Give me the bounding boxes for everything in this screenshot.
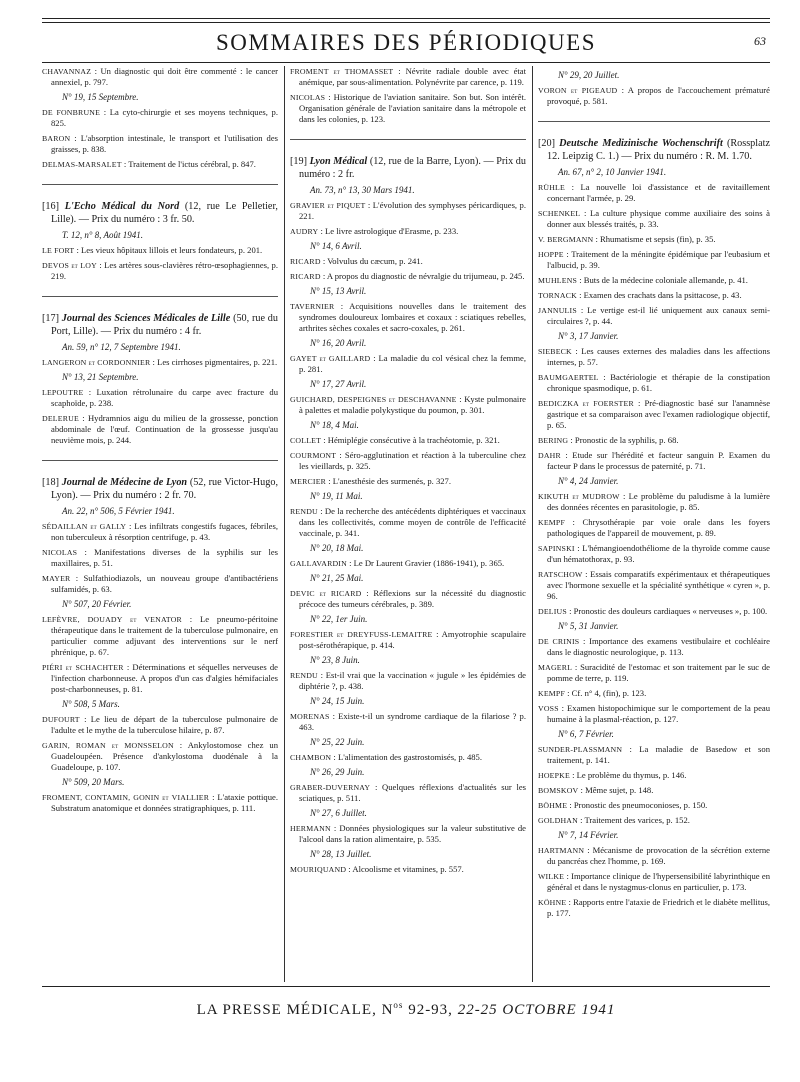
article-authors: BERING [538,436,569,445]
article-authors: BOMSKOV [538,786,579,795]
article-title: : Pré-diagnostic basé sur l'anamnèse gastrique et sa comparaison avec l'examen radiologique objectif, p. 65. [547,398,770,430]
issue-heading: An. 59, n° 12, 7 Septembre 1941. [62,342,181,352]
article-authors: HERMANN [290,824,331,833]
article-authors: FROMENT et THOMASSET [290,67,394,76]
issue-heading: An. 22, n° 506, 5 Février 1941. [62,506,175,516]
column-divider-2 [532,66,533,982]
footer-date: 22-25 OCTOBRE 1941 [457,1002,616,1018]
article-title: : Existe-t-il un syndrome cardiaque de la filariose ? p. 463. [299,711,526,732]
issue-heading: N° 20, 18 Mai. [310,543,364,553]
article-entry [290,782,526,804]
article-entry [538,249,770,271]
article-authors: DEVIC et RICARD [290,589,362,598]
issue-heading: T. 12, n° 8, Août 1941. [62,230,144,240]
article-title: : Rhumatisme et sepsis (fin), p. 35. [593,234,716,244]
article-entry [538,234,770,245]
article-title: : Mécanisme de provocation de la sécrétion externe du pancréas chez l'homme, p. 169. [547,845,770,866]
article-title: : Le Dr Laurent Gravier (1886-1941), p. 365. [346,558,505,568]
article-authors: VOSS [538,704,559,713]
column-1 [42,66,278,982]
article-title: : Traitement des varices, p. 152. [577,815,690,825]
article-entry [538,182,770,204]
article-authors: BEDICZKA et FOERSTER [538,399,634,408]
issue-heading: N° 3, 17 Janvier. [558,331,619,341]
article-authors: DEVOS et LOY [42,261,97,270]
issue-heading: N° 6, 7 Février. [558,729,614,739]
article-authors: RICARD [290,272,321,281]
article-entry [42,133,278,155]
article-title: : Le problème du thymus, p. 146. [569,770,687,780]
article-title: : Manifestations diverses de la syphilis sur les maxillaires, p. 51. [51,547,278,568]
article-title: : Hydramnios aigu du milieu de la grossesse, ponction abdominale de l'œuf. Continuation de la grossesse jusqu'au neuvième mois, p. 244. [51,413,278,445]
article-title: : L'absorption intestinale, le transport et l'utilisation des graisses, p. 838. [51,133,278,154]
article-entry [538,785,770,796]
article-title: : Les artères sous-clavières rétro-œsophagiennes, p. 219. [51,260,278,281]
article-title: : Essais comparatifs expérimentaux et thérapeutiques avec l'hormone sexuelle et la spécialité synthétique « cyren », p. 96. [547,569,770,601]
journal-name: L'Echo Médical du Nord [64,201,180,212]
issue-heading: N° 21, 25 Mai. [310,573,364,583]
article-authors: COLLET [290,436,322,445]
periodical-page [42,14,770,1054]
article-entry [290,506,526,539]
article-authors: SUNDER-PLASSMANN [538,745,623,754]
article-entry [290,752,526,763]
article-title: : Historique de l'aviation sanitaire. Son but. Son intérêt. Organisation générale de l'aviation sanitaire dans la métropole et dans les colonies, p. 123. [299,92,526,124]
article-title: : Même sujet, p. 148. [578,785,654,795]
footer-rule [42,986,770,987]
journal-heading [42,313,278,338]
journal-number: [18] [42,477,62,488]
journal-name: Journal de Médecine de Lyon [61,477,188,488]
article-entry [538,346,770,368]
issue-heading: An. 67, n° 2, 10 Janvier 1941. [558,167,667,177]
article-authors: DAHR [538,451,561,460]
article-entry [290,226,526,237]
article-title: : Les causes externes des maladies dans les affections internes, p. 57. [547,346,770,367]
issue-heading: N° 16, 20 Avril. [310,338,367,348]
page-header [42,28,770,62]
article-authors: AUDRY [290,227,319,236]
article-entry [42,357,278,368]
section-separator [290,139,526,140]
article-authors: MERCIER [290,477,327,486]
article-title: : Ankylostomose chez un Guadeloupéen. Présence d'ankylostoma duodénale à la Guadeloupe, p. 107. [51,740,278,772]
journal-address: (50, rue du Port, Lille). — Prix du numéro : 4 fr. [51,313,278,337]
article-authors: MAYER [42,574,71,583]
article-authors: MUHLENS [538,276,578,285]
article-entry [42,413,278,446]
article-title: : La culture physique comme auxiliaire des soins à donner aux blessés traités, p. 33. [547,208,770,229]
article-title: : Traitement de la méningite épidémique par l'eubasium et l'albucid, p. 39. [547,249,770,270]
article-entry [290,558,526,569]
article-entry [42,107,278,129]
issue-heading: An. 73, n° 13, 30 Mars 1941. [310,185,415,195]
issue-heading: N° 14, 6 Avril. [310,241,362,251]
journal-name: Journal des Sciences Médicales de Lille [61,313,231,324]
article-title: : La maladie du col vésical chez la femme, p. 281. [299,353,526,374]
column-divider-1 [284,66,285,982]
top-rule [42,18,770,19]
article-entry [290,588,526,610]
article-authors: RENDU [290,671,318,680]
article-authors: LANGERON et CORDONNIER [42,358,151,367]
issue-heading: N° 24, 15 Juin. [310,696,365,706]
article-title: : Les vieux hôpitaux lillois et leurs fondateurs, p. 201. [74,245,263,255]
article-authors: SIEBECK [538,347,572,356]
article-title: : Pronostic des pneumoconioses, p. 150. [567,800,708,810]
article-entry [290,394,526,416]
journal-name: Deutsche Medizinische Wochenschrift [559,138,723,149]
article-authors: GOLDHAN [538,816,578,825]
article-authors: RÜHLE [538,183,565,192]
article-entry [42,260,278,282]
article-authors: BAUMGAERTEL [538,373,599,382]
article-authors: HOEPKE [538,771,570,780]
article-entry [538,398,770,431]
article-title: : Traitement de l'ictus cérébral, p. 847. [121,159,256,169]
article-authors: GRABER-DUVERNAY [290,783,371,792]
article-entry [42,792,278,814]
article-authors: BARON [42,134,71,143]
article-authors: MORENAS [290,712,330,721]
article-title: : Le problème du paludisme à la lumière des données récentes en parasitologie, p. 85. [547,491,770,512]
article-entry [538,606,770,617]
article-entry [538,845,770,867]
article-entry [538,491,770,513]
article-title: : L'ataxie pottique. Substratum anatomique et données stratigraphiques, p. 111. [51,792,278,813]
article-title: : Acquisitions nouvelles dans le traitement des syndromes douloureux lombaires et coxaux : sciatiques rebelles, arthrites sèches coxales et sacro-coxales, p. 261. [299,301,526,333]
article-title: : Kyste pulmonaire à palettes et maladie polykystique du poumon, p. 301. [299,394,526,415]
article-authors: LEPOUTRE [42,388,84,397]
article-authors: GRAVIER et PIQUET [290,201,366,210]
article-entry [538,85,770,107]
article-authors: RATSCHOW [538,570,583,579]
article-title: : A propos du diagnostic de névralgie du trijumeau, p. 245. [320,271,525,281]
journal-name: Lyon Médical [309,156,368,167]
article-authors: GALLAVARDIN [290,559,347,568]
issue-heading: N° 5, 31 Janvier. [558,621,619,631]
article-title: : Les infiltrats congestifs fugaces, fébriles, non tuberculeux à résorption centrifuge, p. 43. [51,521,278,542]
article-entry [538,636,770,658]
article-entry [290,670,526,692]
section-separator [42,296,278,297]
article-authors: MAGERL [538,663,573,672]
article-title: : Pronostic de la syphilis, p. 68. [568,435,679,445]
journal-address: (Rossplatz 12. Leipzig C. 1.) — Prix du numéro : R. M. 1.70. [547,138,770,162]
article-authors: TORNACK [538,291,577,300]
article-title: : Alcoolisme et vitamines, p. 557. [346,864,464,874]
page-footer [42,1000,770,1019]
journal-address: (52, rue Victor-Hugo, Lyon). — Prix du numéro : 2 fr. 70. [51,477,278,501]
article-entry [538,517,770,539]
article-authors: PIÉRI et SCHACHTER [42,663,124,672]
article-title: : Données physiologiques sur la valeur substitutive de l'alcool dans la ration alimentaire, p. 535. [299,823,526,844]
article-authors: DELIUS [538,607,567,616]
article-title: : L'anesthésie des surmenés, p. 327. [326,476,451,486]
article-entry [42,66,278,88]
article-entry [538,800,770,811]
article-title: : Le lieu de départ de la tuberculose pulmonaire de l'adulte et le mythe de la tuberculose hilaire, p. 87. [51,714,278,735]
article-authors: VORON et PIGEAUD [538,86,618,95]
article-authors: DELERUE [42,414,79,423]
article-authors: DUFOURT [42,715,80,724]
article-authors: LEFÈVRE, DOUADY et VENATOR [42,615,182,624]
article-entry [290,200,526,222]
article-authors: SCHENKEL [538,209,581,218]
article-entry [290,271,526,282]
article-authors: MOURIQUAND [290,865,347,874]
article-authors: NICOLAS [42,548,78,557]
article-entry [290,823,526,845]
article-authors: CHAVANNAZ [42,67,92,76]
article-authors: COURMONT [290,451,337,460]
article-entry [538,688,770,699]
article-entry [42,387,278,409]
journal-heading [42,477,278,502]
footer-issue-numbers: 92-93, [403,1002,458,1018]
article-authors: BÖHME [538,801,568,810]
journal-heading [290,156,526,181]
page-title: SOMMAIRES DES PÉRIODIQUES [216,30,596,55]
issue-heading: N° 19, 11 Mai. [310,491,363,501]
article-entry [538,275,770,286]
article-entry [42,614,278,658]
article-entry [42,159,278,170]
article-title: : Quelques réflexions d'actualités sur les sciatiques, p. 511. [299,782,526,803]
journal-number: [20] [538,138,560,149]
issue-heading: N° 22, 1er Juin. [310,614,368,624]
article-title: : Rapports entre l'ataxie de Friedrich et le diabète mellitus, p. 177. [547,897,770,918]
article-title: : Examen histopochimique sur le comportement de la peau humaine à la plasmal-réaction, p. 127. [547,703,770,724]
article-title: : Le vertige est-il lié uniquement aux canaux semi-circulaires ?, p. 44. [547,305,770,326]
article-authors: NICOLAS [290,93,326,102]
article-entry [290,301,526,334]
article-authors: FROMENT, CONTAMIN, GONIN et VIALLIER [42,793,210,802]
issue-heading: N° 25, 22 Juin. [310,737,365,747]
journal-number: [16] [42,201,65,212]
article-title: : Le pneumo-péritoine thérapeutique dans le traitement de la tuberculose pulmonaire, en particulier comme adjuvant des interventions sur le nerf phrénique, p. 67. [51,614,278,657]
article-title: : L'hémangioendothéliome de la thyroïde comme cause d'un hématothorax, p. 93. [547,543,770,564]
column-2 [290,66,526,982]
journal-number: [17] [42,313,62,324]
article-authors: RENDU [290,507,318,516]
article-title: : Buts de la médecine coloniale allemande, p. 41. [577,275,748,285]
journal-heading [42,201,278,226]
article-authors: TAVERNIER [290,302,335,311]
article-authors: DELMAS-MARSALET [42,160,122,169]
article-title: : Réflexions sur la nécessité du diagnostic précoce des tumeurs cérébrales, p. 389. [299,588,526,609]
article-title: : Luxation rétrolunaire du carpe avec fracture du scaphoïde, p. 238. [51,387,278,408]
article-authors: JANNULIS [538,306,577,315]
article-entry [42,547,278,569]
issue-heading: N° 508, 5 Mars. [62,699,120,709]
article-entry [290,864,526,875]
article-entry [538,208,770,230]
article-title: : Le livre astrologique d'Erasme, p. 233. [318,226,459,236]
issue-heading: N° 17, 27 Avril. [310,379,367,389]
article-title: : L'alimentation des gastrostomisés, p. 485. [331,752,482,762]
journal-number: [19] [290,156,310,167]
article-entry [290,476,526,487]
section-separator [538,121,770,122]
article-authors: HARTMANN [538,846,585,855]
article-title: : La nouvelle loi d'assistance et de ravitaillement concernant l'armée, p. 29. [547,182,770,203]
article-authors: KEMPF [538,518,565,527]
article-title: : Etude sur l'hérédité et facteur sanguin P. Examen du facteur P dans le processus de paternité, p. 71. [547,450,770,471]
top-rule-2 [42,22,770,23]
article-entry [538,662,770,684]
issue-heading: N° 28, 13 Juillet. [310,849,372,859]
article-title: : Bactériologie et thérapie de la constipation chronique spasmodique, p. 61. [547,372,770,393]
journal-address: (12, rue Le Pelletier, Lille). — Prix du numéro : 3 fr. 50. [51,201,278,225]
article-entry [538,450,770,472]
article-authors: GAYET et GAILLARD [290,354,371,363]
article-title: : Hémiplégie consécutive à la trachéotomie, p. 321. [321,435,500,445]
article-entry [538,744,770,766]
article-authors: KEMPF [538,689,565,698]
article-entry [42,662,278,695]
article-authors: DE CRINIS [538,637,580,646]
article-entry [290,711,526,733]
issue-heading: N° 13, 21 Septembre. [62,372,139,382]
columns [42,66,770,982]
article-entry [538,897,770,919]
article-title: : Est-il vrai que la vaccination « jugule » les épidémies de diphtérie ?, p. 438. [299,670,526,691]
article-entry [538,770,770,781]
article-title: : Cf. n° 4, (fin), p. 123. [565,688,647,698]
article-authors: LE FORT [42,246,75,255]
article-title: : Séro-agglutination et réaction à la tuberculine chez les vieillards, p. 325. [299,450,526,471]
article-entry [290,353,526,375]
article-authors: FORESTIER et DREYFUSS-LEMAITRE [290,630,433,639]
article-authors: GARIN, ROMAN et MONSSELON [42,741,174,750]
article-title: : Un diagnostic qui doit être commenté : le cancer annexiel, p. 797. [51,66,278,87]
article-authors: RICARD [290,257,321,266]
article-title: : L'évolution des symphyses péricardiques, p. 221. [299,200,526,221]
article-title: : La cyto-chirurgie et ses moyens techniques, p. 825. [51,107,278,128]
article-entry [538,305,770,327]
article-title: : Sulfathiodiazols, un nouveau groupe d'antibactériens sulfamidés, p. 63. [51,573,278,594]
article-authors: GUICHARD, DESPEIGNES et DESCHAVANNE [290,395,457,404]
article-entry [538,543,770,565]
article-entry [42,245,278,256]
article-title: : Examen des crachats dans la psittacose, p. 43. [576,290,742,300]
article-title: : Névrite radiale double avec état anémique, par sous-alimentation. Polynévrite par carence, p. 119. [299,66,526,87]
article-entry [538,871,770,893]
article-entry [290,629,526,651]
article-entry [290,256,526,267]
footer-journal: LA PRESSE MÉDICALE, N [196,1002,394,1018]
page-number: 63 [754,34,766,48]
article-entry [538,815,770,826]
article-title: : Pronostic des douleurs cardiaques « nerveuses », p. 100. [566,606,768,616]
article-entry [290,435,526,446]
article-entry [42,521,278,543]
article-title: : La maladie de Basedow et son traitement, p. 141. [547,744,770,765]
section-separator [42,460,278,461]
article-authors: WILKE [538,872,565,881]
article-authors: V. BERGMANN [538,235,594,244]
article-title: : Suracidité de l'estomac et son traitement par le suc de pomme de terre, p. 119. [547,662,770,683]
issue-heading: N° 509, 20 Mars. [62,777,125,787]
article-entry [290,66,526,88]
footer-nums-sup: os [393,1000,404,1010]
article-entry [290,450,526,472]
column-3 [538,66,770,982]
article-title: : Chrysothérapie par voie orale dans les foyers pathologiques de l'appareil de mouvement, p. 89. [547,517,770,538]
issue-heading: N° 15, 13 Avril. [310,286,367,296]
article-authors: KÖHNE [538,898,567,907]
article-authors: SÉDAILLAN et GALLY [42,522,127,531]
issue-heading: N° 4, 24 Janvier. [558,476,619,486]
issue-heading: N° 29, 20 Juillet. [558,70,620,80]
article-entry [538,290,770,301]
journal-heading [538,138,770,163]
article-entry [42,714,278,736]
article-title: : Les cirrhoses pigmentaires, p. 221. [150,357,278,367]
issue-heading: N° 19, 15 Septembre. [62,92,139,102]
issue-heading: N° 7, 14 Février. [558,830,619,840]
article-entry [538,569,770,602]
article-title: : A propos de l'accouchement prématuré provoqué, p. 581. [547,85,770,106]
article-authors: KIKUTH et MUDROW [538,492,620,501]
article-title: : Volvulus du cæcum, p. 241. [320,256,423,266]
header-rule [42,62,770,63]
article-title: : De la recherche des antécédents diphtériques et vaccinaux dans les collectivités, comme moyen de contrôle de l'efficacité vaccinale, p. 341. [299,506,526,538]
article-authors: DE FONBRUNE [42,108,101,117]
article-entry [290,92,526,125]
article-authors: HOPPE [538,250,564,259]
article-entry [538,435,770,446]
article-title: : Importance clinique de l'hypersensibilité labyrinthique en général et dans le nystagmus-clonus en particulier, p. 173. [547,871,770,892]
article-title: : Amyotrophie scapulaire post-sérothérapique, p. 414. [299,629,526,650]
article-entry [42,740,278,773]
section-separator [42,184,278,185]
issue-heading: N° 27, 6 Juillet. [310,808,367,818]
article-entry [538,703,770,725]
article-authors: CHAMBON [290,753,332,762]
article-entry [42,573,278,595]
journal-address: (12, rue de la Barre, Lyon). — Prix du numéro : 2 fr. [299,156,526,180]
issue-heading: N° 23, 8 Juin. [310,655,360,665]
article-entry [538,372,770,394]
issue-heading: N° 26, 29 Juin. [310,767,365,777]
article-title: : Importance des examens vestibulaire et cochléaire dans le diagnostic neurologique, p. 113. [547,636,770,657]
issue-heading: N° 507, 20 Février. [62,599,132,609]
article-title: : Déterminations et séquelles nerveuses de l'infection charbonneuse. A propos d'un cas d'algies hémifaciales post-charbonneuses, p. 81. [51,662,278,694]
article-authors: SAPINSKI [538,544,575,553]
issue-heading: N° 18, 4 Mai. [310,420,359,430]
